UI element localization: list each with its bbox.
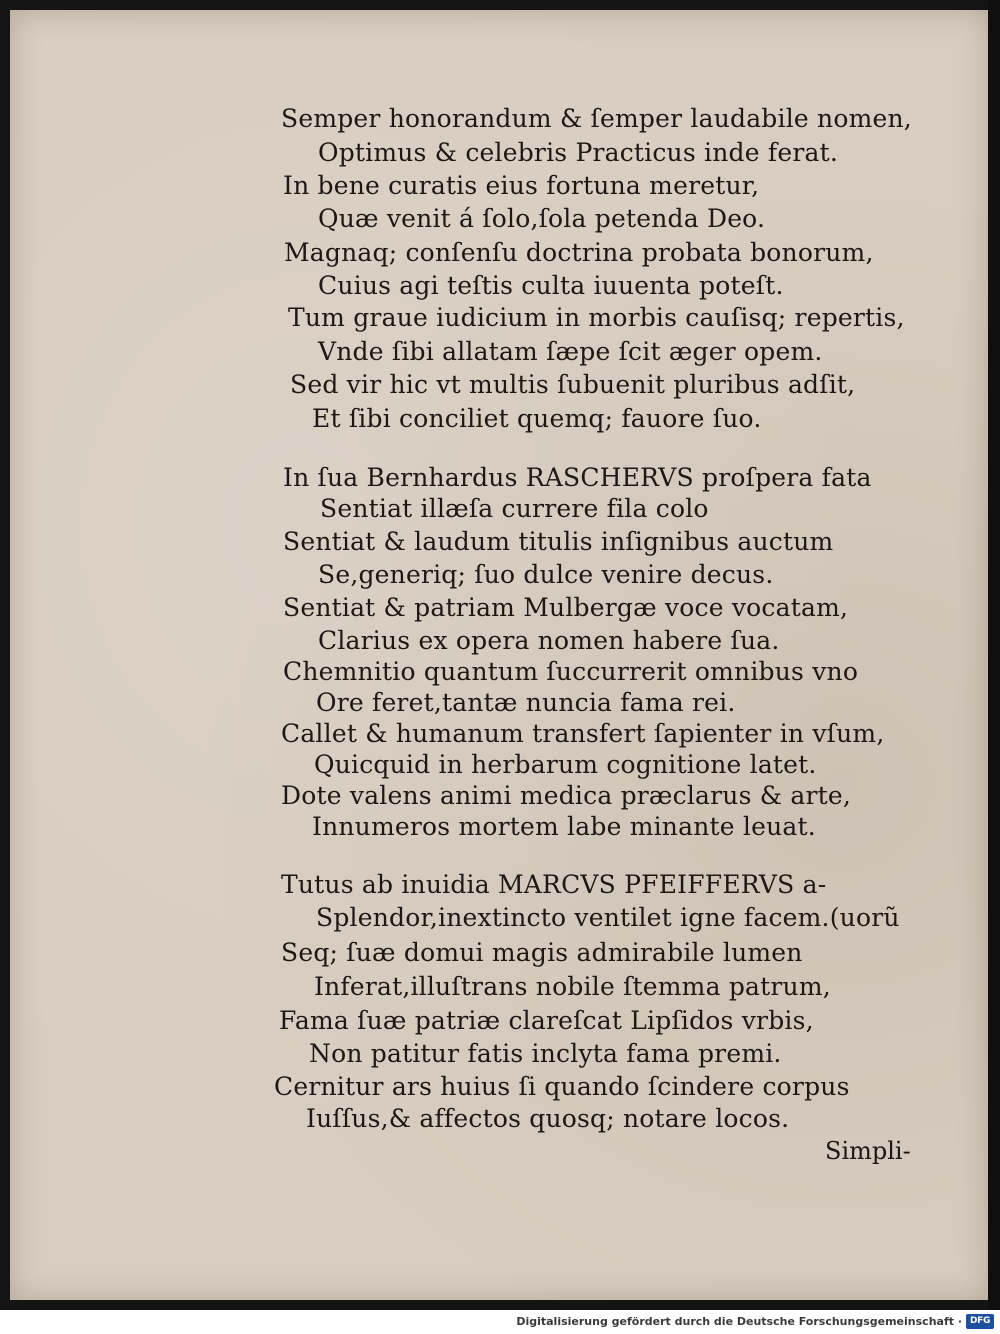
verse-line: Semper honorandum & ſemper laudabile nomen, bbox=[281, 104, 912, 133]
verse-line: Se,generiq; ſuo dulce venire decus. bbox=[318, 560, 774, 589]
verse-line: Sed vir hic vt multis ſubuenit pluribus adſit, bbox=[290, 370, 856, 399]
page-edge-shadow bbox=[988, 0, 1000, 1310]
verse-line: Cuius agi teſtis culta iuuenta poteſt. bbox=[318, 271, 784, 300]
verse-line: In ſua Bernhardus RASCHERVS proſpera fata bbox=[283, 463, 872, 492]
verse-line: Non patitur fatis inclyta fama premi. bbox=[309, 1039, 782, 1068]
verse-line: Sentiat & laudum titulis inſignibus auctum bbox=[283, 527, 834, 556]
verse-line: Quæ venit á ſolo,ſola petenda Deo. bbox=[318, 204, 766, 233]
verse-line: Innumeros mortem labe minante leuat. bbox=[312, 812, 816, 841]
verse-line: Quicquid in herbarum cognitione latet. bbox=[314, 750, 817, 779]
verse-line: Dote valens animi medica præclarus & arte, bbox=[281, 781, 852, 810]
dfg-logo-icon: DFG bbox=[966, 1314, 994, 1329]
verse-line: Et ſibi conciliet quemq; fauore ſuo. bbox=[312, 404, 762, 433]
verse-line: Splendor,inextincto ventilet igne facem.(uorũ bbox=[316, 903, 900, 932]
verse-line: Callet & humanum transfert ſapienter in vſum, bbox=[281, 719, 885, 748]
verse-line: Seq; ſuæ domui magis admirabile lumen bbox=[281, 938, 803, 967]
verse-line: Magnaq; conſenſu doctrina probata bonorum, bbox=[284, 238, 874, 267]
verse-line: Sentiat illæſa currere fila colo bbox=[320, 494, 709, 523]
verse-line: Fama ſuæ patriæ clareſcat Lipſidos vrbis, bbox=[279, 1006, 814, 1035]
verse-line: Tum graue iudicium in morbis cauſisq; repertis, bbox=[288, 303, 905, 332]
verse-line: Iuſſus,& affectos quosq; notare locos. bbox=[306, 1104, 790, 1133]
verse-line: Inferat,illuſtrans nobile ſtemma patrum, bbox=[314, 972, 831, 1001]
verse-line: Cernitur ars huius ſi quando ſcindere corpus bbox=[274, 1072, 850, 1101]
verse-line: Vnde ſibi allatam ſæpe ſcit æger opem. bbox=[318, 337, 823, 366]
verse-line: Optimus & celebris Practicus inde ferat. bbox=[318, 138, 838, 167]
catchword: Simpli- bbox=[825, 1137, 911, 1165]
verse-line: Sentiat & patriam Mulbergæ voce vocatam, bbox=[283, 593, 849, 622]
verse-line: Ore feret,tantæ nuncia fama rei. bbox=[316, 688, 736, 717]
verse-line: Tutus ab inuidia MARCVS PFEIFFERVS a- bbox=[281, 870, 827, 899]
digitization-footer bbox=[0, 1310, 1000, 1334]
verse-line: Clarius ex opera nomen habere ſua. bbox=[318, 626, 780, 655]
footer-credit: Digitalisierung gefördert durch die Deutsche Forschungsgemeinschaft · bbox=[516, 1315, 962, 1328]
verse-line: Chemnitio quantum ſuccurrerit omnibus vno bbox=[283, 657, 859, 686]
verse-line: In bene curatis eius fortuna meretur, bbox=[283, 171, 760, 200]
